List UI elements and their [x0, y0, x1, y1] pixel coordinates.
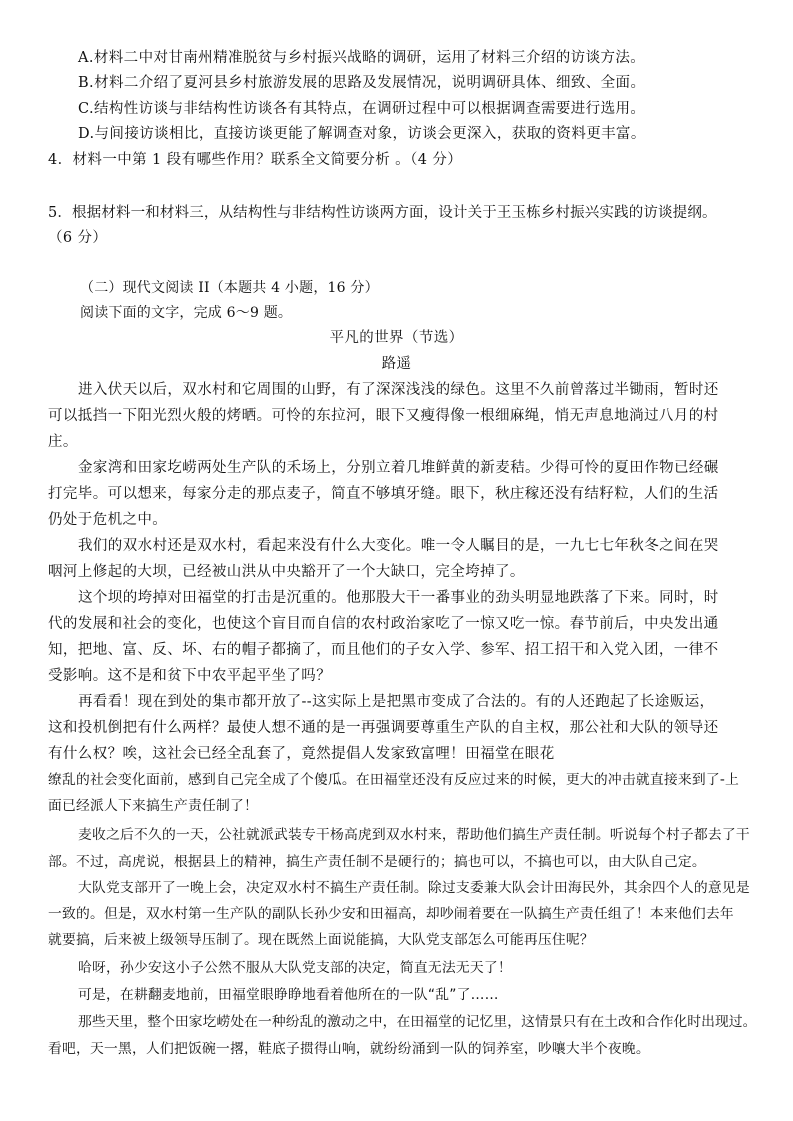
passage-line: 受影响。这不是和贫下中农平起平坐了吗？ [48, 668, 332, 684]
passage-line: 代的发展和社会的变化，也使这个盲目而自信的农村政治家吃了一惊又吃一惊。春节前后，中央发出通 [48, 616, 719, 632]
passage-title: 平凡的世界（节选） [329, 330, 464, 346]
question-5-line-1: 5．根据材料一和材料三，从结构性与非结构性访谈两方面，设计关于王玉栋乡村振兴实践的访谈提纲。 [48, 205, 717, 221]
passage-line: 可以抵挡一下阳光烈火般的烤晒。可怜的东拉河，眼下又瘦得像一根细麻绳，悄无声息地淌过八月的村 [48, 408, 719, 424]
question-4: 4．材料一中第 1 段有哪些作用？联系全文简要分析 。（4 分） [48, 152, 463, 168]
passage-line: 打完毕。可以想来，每家分走的那点麦子，简直不够填牙缝。眼下，秋庄稼还没有结籽粒，人们的生活 [48, 486, 719, 502]
passage-line: 有什么权？唉，这社会已经全乱套了，竟然提倡人发家致富哩！田福堂在眼花 [48, 746, 555, 762]
option-b: B.材料二介绍了夏河县乡村旅游发展的思路及发展情况，说明调研具体、细致、全面。 [78, 75, 646, 91]
option-c: C.结构性访谈与非结构性访谈各有其特点，在调研过程中可以根据调查需要进行选用。 [78, 101, 646, 117]
passage-line: 看吧，天一黑，人们把饭碗一撂，鞋底子掼得山响，就纷纷涌到一队的饲养室，吵嚷大半个夜晚。 [48, 1041, 650, 1057]
option-a: A.材料二中对甘南州精准脱贫与乡村振兴战略的调研，运用了材料三介绍的访谈方法。 [78, 50, 646, 66]
passage-line: 哈呀，孙少安这小子公然不服从大队党支部的决定，简直无法无天了！ [78, 960, 512, 976]
passage-line: 知，把地、富、反、坏、右的帽子都摘了，而且他们的子女入学、参军、招工招干和入党入团，一律不 [48, 642, 719, 658]
passage-line: 可是，在耕翻麦地前，田福堂眼睁睁地看着他所在的一队“乱”了…… [78, 987, 499, 1003]
passage-line: 金家湾和田家圪崂两处生产队的禾场上，分别立着几堆鲜黄的新麦秸。少得可怜的夏田作物已经碾 [78, 460, 719, 476]
passage-line: 咽河上修起的大坝，已经被山洪从中央豁开了一个大缺口，完全垮掉了。 [48, 564, 525, 580]
passage-line: 部。不过，高虎说，根据县上的精神，搞生产责任制不是硬行的；搞也可以，不搞也可以，由大队自己定。 [48, 854, 706, 870]
passage-line: 仍处于危机之中。 [48, 512, 168, 528]
passage-line: 庄。 [48, 434, 78, 450]
option-d: D.与间接访谈相比，直接访谈更能了解调查对象，访谈会更深入，获取的资料更丰富。 [78, 126, 646, 142]
passage-line: 一致的。但是，双水村第一生产队的副队长孙少安和田福高，却吵闹着要在一队搞生产责任组了！本来他们去年 [48, 906, 734, 922]
question-5-line-2: （6 分） [48, 230, 108, 246]
passage-line: 进入伏天以后，双水村和它周围的山野，有了深深浅浅的绿色。这里不久前曾落过半锄雨，暂时还 [78, 382, 719, 398]
passage-line: 面已经派人下来搞生产责任制了！ [48, 798, 258, 814]
section-2-header: （二）现代文阅读 II（本题共 4 小题，16 分） [80, 280, 379, 296]
passage-line: 这和投机倒把有什么两样？最使人想不通的是一再强调要尊重生产队的自主权，那公社和大队的领导还 [48, 720, 719, 736]
passage-line: 就要搞，后来被上级领导压制了。现在既然上面说能搞，大队党支部怎么可能再压住呢？ [48, 932, 594, 948]
passage-line: 缭乱的社会变化面前，感到自己完全成了个傻瓜。在田福堂还没有反应过来的时候，更大的冲击就直接来到了-上 [48, 772, 740, 788]
passage-line: 我们的双水村还是双水村，看起来没有什么大变化。唯一令人瞩目的是，一九七七年秋冬之间在哭 [78, 538, 719, 554]
passage-line: 这个坝的垮掉对田福堂的打击是沉重的。他那股大干一番事业的劲头明显地跌落了下来。同时，时 [78, 590, 719, 606]
passage-line: 那些天里，整个田家圪崂处在一种纷乱的激动之中，在田福堂的记忆里，这情景只有在土改和合作化时出现过。 [78, 1014, 757, 1030]
passage-line: 再看看！现在到处的集市都开放了--这实际上是把黑市变成了合法的。有的人还跑起了长途贩运， [78, 694, 715, 710]
passage-line: 大队党支部开了一晚上会，决定双水村不搞生产责任制。除过支委兼大队会计田海民外，其余四个人的意见是 [78, 880, 750, 896]
passage-line: 麦收之后不久的一天，公社就派武装专干杨高虎到双水村来，帮助他们搞生产责任制。听说每个村子都去了干 [78, 827, 750, 843]
passage-author: 路遥 [381, 356, 412, 372]
section-2-instruction: 阅读下面的文字，完成 6～9 题。 [80, 305, 293, 321]
